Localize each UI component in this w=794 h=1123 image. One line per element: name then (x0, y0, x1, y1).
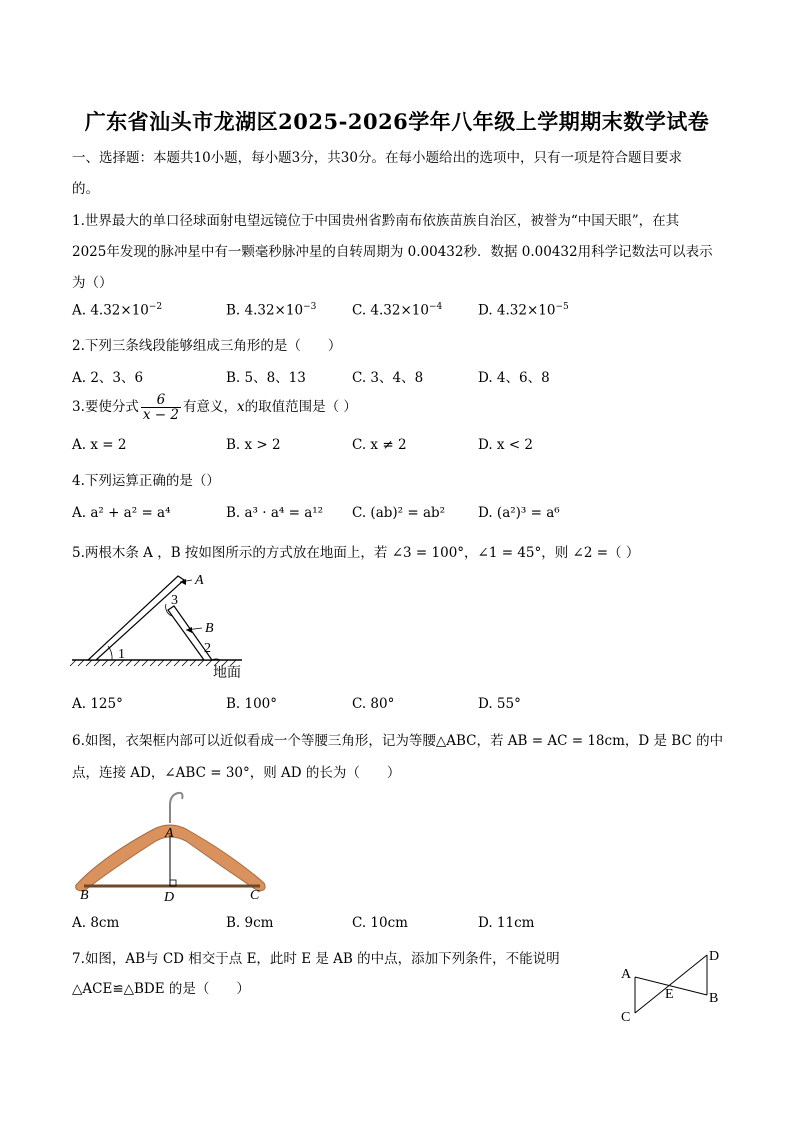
q5-label-b: B (205, 621, 214, 636)
q3-stem (72, 393, 357, 422)
q5-stem: 5.两根木条 A ，B 按如图所示的方式放在地面上，若 ∠3 = 100°，∠1 = 45°，则 ∠2 =（ ） (72, 545, 640, 561)
q1-option-d-exp: −5 (555, 302, 569, 312)
q7-label-d: D (709, 949, 720, 964)
q5-ground-label: 地面 (213, 666, 241, 681)
q1-option-a[interactable] (72, 302, 162, 319)
q3-fraction-denominator: x − 2 (142, 407, 179, 424)
q2-option-d[interactable]: D. 4、6、8 (478, 370, 550, 386)
q5-option-d[interactable]: D. 55° (478, 696, 521, 712)
q1-option-c-exp: −4 (428, 302, 443, 312)
q1-option-a-base: A. 4.32×10 (72, 302, 149, 319)
q4-option-b[interactable]: B. a³ · a⁴ = a¹² (226, 505, 324, 521)
q6-option-a[interactable]: A. 8cm (72, 915, 120, 931)
q3-option-d[interactable]: D. x < 2 (478, 437, 534, 453)
q7-label-a: A (621, 967, 632, 982)
q5-option-a[interactable]: A. 125° (72, 696, 123, 712)
q5-option-b[interactable]: B. 100° (226, 696, 278, 712)
q6-label-d: D (164, 890, 175, 905)
section-heading-line1: 一、选择题：本题共10小题，每小题3分，共30分。在每小题给出的选项中，只有一项是符合题目要求 (72, 150, 682, 166)
q5-figure (72, 570, 262, 685)
q2-option-b[interactable]: B. 5、8、13 (226, 370, 306, 386)
q6-stem-line2: 点，连接 AD，∠ABC = 30°，则 AD 的长为（ ） (72, 765, 401, 781)
q7-label-c: C (621, 1010, 631, 1025)
q1-stem-line1: 1.世界最大的单口径球面射电望远镜位于中国贵州省黔南布依族苗族自治区，被誉为“中国天眼”，在其 (72, 213, 680, 229)
q7-label-e: E (665, 987, 674, 1002)
q3-option-b[interactable]: B. x > 2 (226, 437, 281, 453)
q6-option-b[interactable]: B. 9cm (226, 915, 274, 931)
q1-option-b-base: B. 4.32×10 (226, 302, 304, 319)
q1-option-a-exp: −2 (148, 302, 163, 312)
q6-stem-line1: 6.如图，衣架框内部可以近似看成一个等腰三角形，记为等腰△ABC，若 AB = AC = 18cm，D 是 BC 的中 (72, 733, 724, 749)
q1-option-c[interactable] (352, 302, 442, 319)
q3-stem-var: x (237, 399, 245, 416)
exam-title: 广东省汕头市龙湖区2025-2026学年八年级上学期期末数学试卷 (84, 109, 710, 134)
q7-stem-line1: 7.如图，AB与 CD 相交于点 E，此时 E 是 AB 的中点，添加下列条件，不能说明 (72, 951, 560, 967)
section-heading-line2: 的。 (72, 181, 99, 197)
q6-option-d[interactable]: D. 11cm (478, 915, 535, 931)
q6-label-c: C (250, 888, 260, 903)
q7-stem-line2: △ACE≌△BDE 的是（ ） (72, 981, 250, 997)
q2-option-c[interactable]: C. 3、4、8 (352, 370, 424, 386)
q5-option-c[interactable]: C. 80° (352, 696, 395, 712)
q3-fraction-numerator: 6 (141, 393, 181, 408)
q1-option-d-base: D. 4.32×10 (478, 302, 556, 319)
q6-hanger-figure (72, 787, 272, 905)
q5-label-a: A (195, 573, 204, 588)
q6-option-c[interactable]: C. 10cm (352, 915, 408, 931)
q1-stem-line2: 2025年发现的脉冲星中有一颗毫秒脉冲星的自转周期为 0.00432秒．数据 0.00432用科学记数法可以表示 (72, 244, 713, 260)
q6-label-a: A (165, 826, 174, 841)
q7-label-b: B (709, 991, 719, 1006)
q2-option-a[interactable]: A. 2、3、6 (72, 370, 144, 386)
q1-option-c-base: C. 4.32×10 (352, 302, 429, 319)
q3-option-a[interactable]: A. x = 2 (72, 437, 127, 453)
q4-option-c[interactable]: C. (ab)² = ab² (352, 505, 446, 521)
q6-label-b: B (80, 888, 89, 903)
q4-stem: 4.下列运算正确的是（） (72, 473, 220, 489)
q1-option-b-exp: −3 (303, 302, 317, 312)
q4-option-a[interactable]: A. a² + a² = a⁴ (72, 505, 171, 521)
q3-stem-a: 3.要使分式 (72, 399, 139, 416)
q3-option-c[interactable]: C. x ≠ 2 (352, 437, 407, 453)
q3-stem-b: 有意义， (183, 399, 237, 416)
q2-stem: 2.下列三条线段能够组成三角形的是（ ） (72, 338, 342, 354)
q4-option-d[interactable]: D. (a²)³ = a⁶ (478, 505, 560, 521)
q3-fraction (141, 393, 181, 422)
q5-angle-1: 1 (118, 647, 125, 662)
q1-option-d[interactable] (478, 302, 569, 319)
q1-stem-line3: 为（） (72, 275, 113, 291)
q7-figure (615, 945, 725, 1030)
q5-angle-3: 3 (171, 593, 178, 608)
q1-option-b[interactable] (226, 302, 316, 319)
q3-stem-c: 的取值范围是（ ） (244, 399, 357, 416)
q5-angle-2: 2 (204, 641, 211, 656)
